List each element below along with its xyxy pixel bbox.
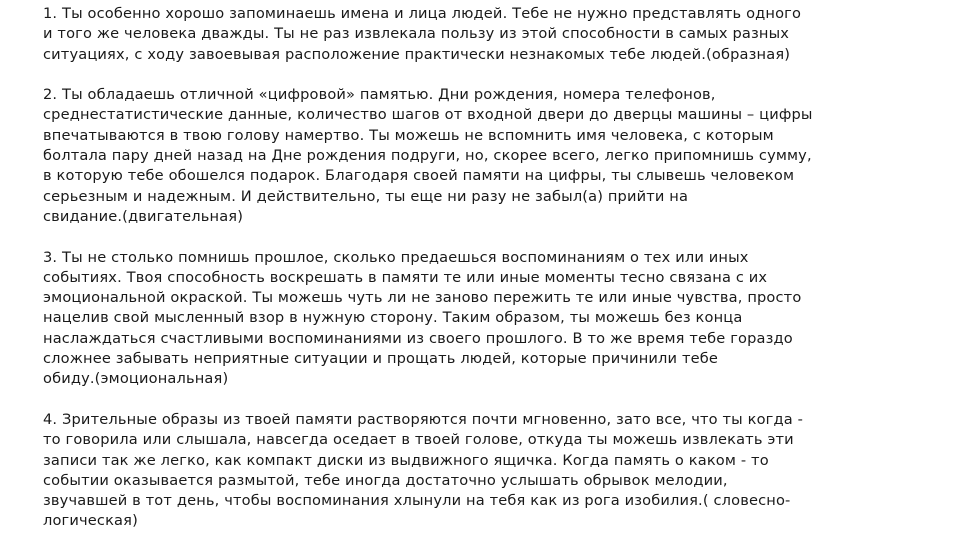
text-line: сложнее забывать неприятные ситуации и прощать людей, которые причинили тебе [43,350,719,368]
text-line: свидание.(двигательная) [43,207,244,225]
text-line: 4. Зрительные образы из твоей памяти растворяются почти мгновенно, зато все, что ты когда - [43,410,803,428]
text-line: 2. Ты обладаешь отличной «цифровой» памятью. Дни рождения, номера телефонов, [43,86,716,104]
text-line: то говорила или слышала, навсегда оседает в твоей голове, откуда ты можешь извлекать эти [43,431,794,449]
text-line: событиях. Твоя способность воскрешать в памяти те или иные моменты тесно связана с их [43,268,768,286]
text-line: событии оказывается размытой, тебе иногда достаточно услышать обрывок мелодии, [43,471,728,489]
text-line: болтала пару дней назад на Дне рождения подруги, но, скорее всего, легко припомнишь сумму, [43,147,812,165]
paragraph-4 [43,410,923,532]
document-body [43,4,923,552]
text-line: среднестатистические данные, количество шагов от входной двери до дверцы машины – цифры [43,106,813,124]
text-line: ситуациях, с ходу завоевывая расположение практически незнакомых тебе людей.(образная) [43,45,791,63]
text-line: в которую тебе обошелся подарок. Благодаря своей памяти на цифры, ты слывешь человеком [43,167,795,185]
text-line: нацелив свой мысленный взор в нужную сторону. Таким образом, ты можешь без конца [43,309,743,327]
paragraph-2 [43,85,923,227]
text-line: впечатываются в твою голову намертво. Ты можешь не вспомнить имя человека, с которым [43,126,774,144]
paragraph-3 [43,248,923,390]
text-line: 1. Ты особенно хорошо запоминаешь имена и лица людей. Тебе не нужно представлять одного [43,5,802,22]
text-line: записи так же легко, как компакт диски из выдвижного ящичка. Когда память о каком - то [43,451,769,469]
text-line: звучавшей в тот день, чтобы воспоминания хлынули на тебя как из рога изобилия.( словесно- [43,492,791,510]
text-line: серьезным и надежным. И действительно, ты еще ни разу не забыл(а) прийти на [43,187,689,205]
text-line: наслаждаться счастливыми воспоминаниями из своего прошлого. В то же время тебе гораздо [43,329,793,347]
text-line: логическая) [43,512,138,530]
text-line: эмоциональной окраской. Ты можешь чуть ли не заново пережить те или иные чувства, просто [43,289,802,307]
text-line: 3. Ты не столько помнишь прошлое, сколько предаешься воспоминаниям о тех или иных [43,248,749,266]
paragraph-1 [43,4,923,65]
text-line: и того же человека дважды. Ты не раз извлекала пользу из этой способности в самых разных [43,25,790,43]
text-line: обиду.(эмоциональная) [43,370,229,388]
